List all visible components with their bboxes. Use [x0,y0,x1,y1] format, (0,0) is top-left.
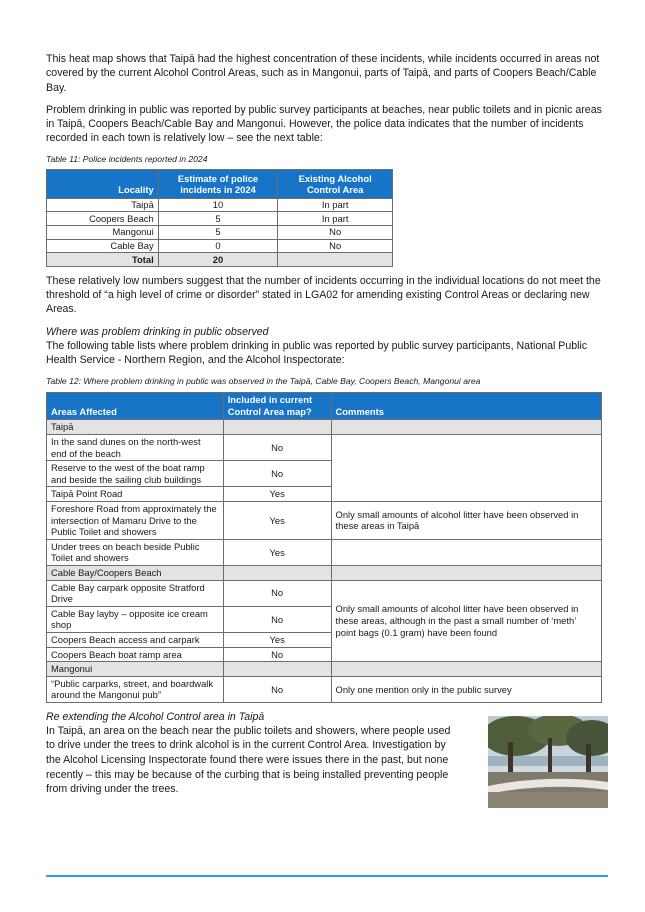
included-cell: No [223,580,331,606]
incidents-cell: 10 [158,198,278,212]
table-row [47,539,602,565]
photo-image [488,716,608,808]
footer-rule [46,875,608,877]
group-row-taipa [47,420,602,435]
problem-drinking-locations-table [46,392,602,703]
area-cell: Coopers Beach access and carpark [47,632,224,647]
police-incidents-table [46,169,393,267]
table-row [47,501,602,539]
locality-cell: Coopers Beach [47,212,159,226]
group-label: Mangonui [47,662,224,677]
comment-cell: Only small amounts of alcohol litter have been observed in these areas in Taipā [331,501,601,539]
total-value: 20 [158,253,278,267]
control-area-cell: No [278,225,393,239]
included-cell: No [223,647,331,662]
area-cell: Taipā Point Road [47,487,224,502]
incidents-cell: 5 [158,225,278,239]
group-row-cable-bay [47,565,602,580]
included-cell: No [223,676,331,702]
comment-cell: Only one mention only in the public survey [331,676,601,702]
included-cell: Yes [223,539,331,565]
table-header-row [47,169,393,198]
paragraph-table-intro: The following table lists where problem drinking in public was reported by public survey participants, National Public Health Service - Northern Region, and the Alcohol Inspectorate: [46,339,588,366]
header-locality: Locality [47,169,159,198]
table-row [47,239,393,253]
control-area-cell: In part [278,198,393,212]
included-cell: Yes [223,487,331,502]
header-comments: Comments [331,393,601,420]
total-row [47,253,393,267]
table-row [47,225,393,239]
included-cell: No [223,461,331,487]
paragraph-problem-drinking: Problem drinking in public was reported by public survey participants at beaches, near public toilets and in picnic areas in Taipā, Coopers Beach/Cable Bay and Mangonui. However, the police data indicates that the number of incidents recorded in each town is relatively low – see the next table: [46,103,602,145]
control-area-cell: In part [278,212,393,226]
included-cell: Yes [223,501,331,539]
area-cell: Foreshore Road from approximately the intersection of Mamaru Drive to the Public Toilet and showers [47,501,224,539]
subheading-extending: Re extending the Alcohol Control area in Taipā [46,710,265,723]
locality-cell: Mangonui [47,225,159,239]
total-empty-cell [278,253,393,267]
table-row [47,212,393,226]
comment-cell: Only small amounts of alcohol litter have been observed in these areas, although in the past a small number of ‘meth’ point bags (0.1 gram) have been found [331,580,601,662]
control-area-cell: No [278,239,393,253]
header-estimate: Estimate of police incidents in 2024 [158,169,278,198]
area-cell: “Public carparks, street, and boardwalk around the Mangonui pub” [47,676,224,702]
group-label: Cable Bay/Coopers Beach [47,565,224,580]
header-included: Included in current Control Area map? [223,393,331,420]
paragraph-heat-map: This heat map shows that Taipā had the highest concentration of these incidents, while incidents occurred in areas not covered by the current Alcohol Control Areas, such as in Mangonui, parts of Taipā, and parts of Coopers Beach/Cable Bay. [46,53,600,94]
extending-section [46,710,608,797]
header-control-area: Existing Alcohol Control Area [278,169,393,198]
area-cell: Cable Bay layby – opposite ice cream shop [47,606,224,632]
group-label: Taipā [47,420,224,435]
beach-trees-photo [488,716,608,808]
table-12-caption: Table 12: Where problem drinking in public was observed in the Taipā, Cable Bay, Coopers Beach, Mangonui area [46,376,481,387]
total-label: Total [47,253,159,267]
table-row [47,580,602,606]
paragraph-low-numbers: These relatively low numbers suggest that the number of incidents occurring in the individual locations do not meet the threshold of “a high level of crime or disorder” stated in LGA02 for amending existing Control Areas or declaring new Areas. [46,274,601,316]
header-areas-affected: Areas Affected [47,393,224,420]
document-page [46,52,608,797]
area-cell: Reserve to the west of the boat ramp and beside the sailing club buildings [47,461,224,487]
locality-cell: Cable Bay [47,239,159,253]
table-11-caption: Table 11: Police incidents reported in 2024 [46,153,208,164]
table-row [47,198,393,212]
locality-cell: Taipā [47,198,159,212]
comment-cell-empty [331,539,601,565]
area-cell: Coopers Beach boat ramp area [47,647,224,662]
table-row [47,676,602,702]
table-header-row [47,393,602,420]
incidents-cell: 0 [158,239,278,253]
incidents-cell: 5 [158,212,278,226]
included-cell: No [223,606,331,632]
paragraph-extending: In Taipā, an area on the beach near the public toilets and showers, where people used to drive under the trees to drink alcohol is in the current Control Area. Investigation by the Alcohol Licensing Inspectorate found there were issues there in the past, but none recently – this may be because of the curbing that is being installed preventing people from driving under the trees. [46,724,451,796]
comment-cell-empty [331,435,601,502]
included-cell: Yes [223,632,331,647]
area-cell: Under trees on beach beside Public Toilet and showers [47,539,224,565]
included-cell: No [223,435,331,461]
area-cell: Cable Bay carpark opposite Stratford Drive [47,580,224,606]
group-row-mangonui [47,662,602,677]
table-row [47,435,602,461]
subheading-where-observed: Where was problem drinking in public observed [46,325,269,338]
area-cell: In the sand dunes on the north-west end of the beach [47,435,224,461]
